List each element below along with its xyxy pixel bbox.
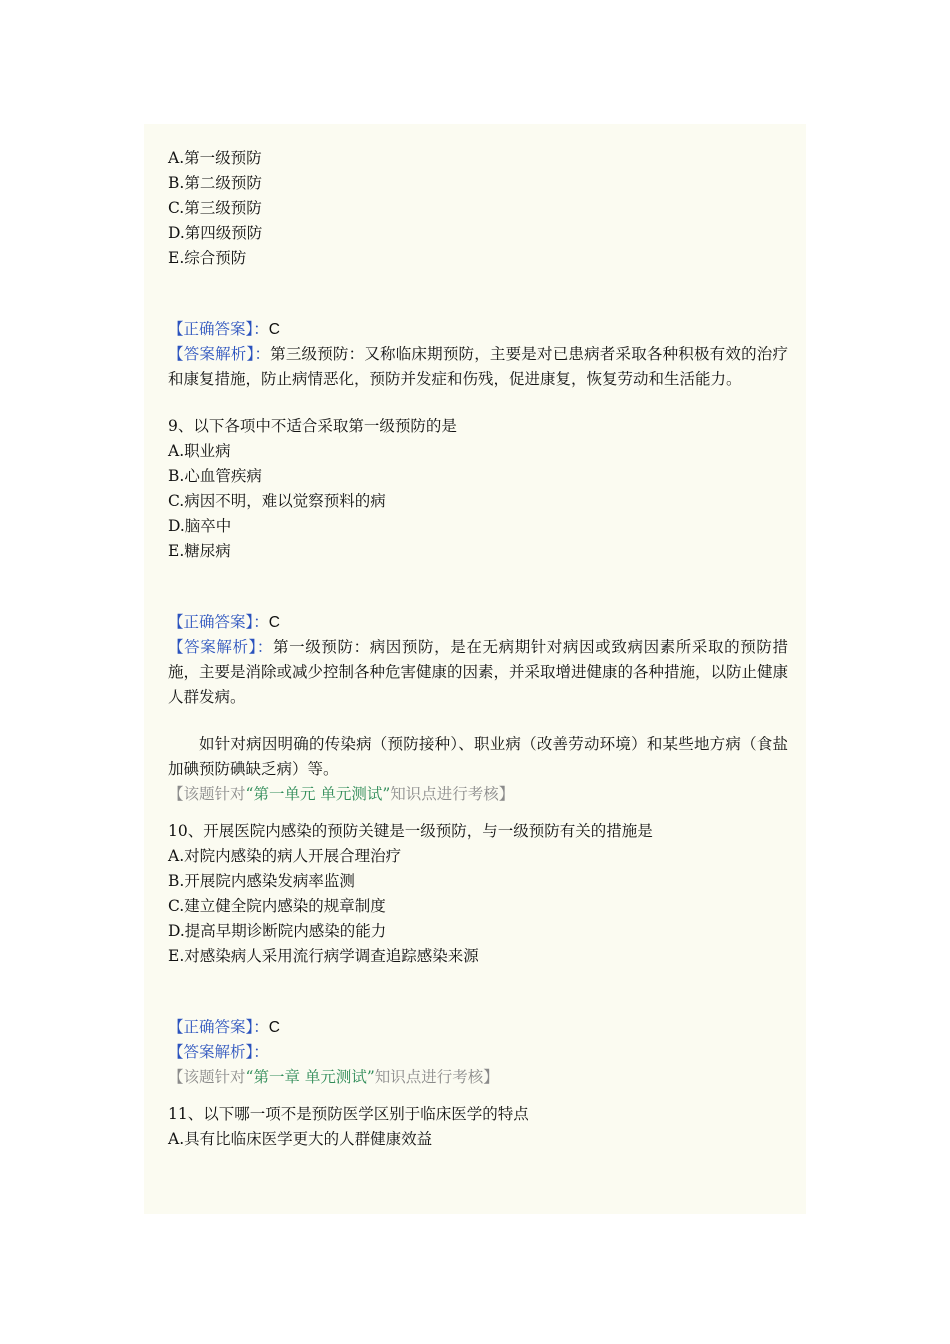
q10-title: 10、开展医院内感染的预防关键是一级预防，与一级预防有关的措施是 bbox=[168, 822, 653, 840]
option: B.第二级预防 bbox=[168, 174, 262, 192]
option: C.第三级预防 bbox=[168, 199, 262, 217]
q8-options bbox=[168, 146, 788, 271]
content-area bbox=[168, 146, 788, 1152]
analysis-text: 第三级预防：又称临床期预防，主要是对已患病者采取各种积极有效的治疗和康复措施，防止病情恶化，预防并发症和伤残，促进康复，恢复劳动和生活能力。 bbox=[168, 345, 788, 388]
answer-label: 【正确答案】： bbox=[168, 613, 269, 631]
q9-extra-text: 如针对病因明确的传染病（预防接种）、职业病（改善劳动环境）和某些地方病（食盐加碘预防碘缺乏病）等。 bbox=[168, 735, 788, 778]
analysis-label: 【答案解析】： bbox=[168, 345, 271, 363]
answer-label: 【正确答案】： bbox=[168, 1018, 269, 1036]
answer-value: C bbox=[268, 1019, 280, 1036]
option: A.职业病 bbox=[168, 442, 231, 460]
q10-analysis bbox=[168, 1040, 788, 1065]
q11-options bbox=[168, 1127, 788, 1152]
option: B.开展院内感染发病率监测 bbox=[168, 872, 355, 890]
q11-title: 11、以下哪一项不是预防医学区别于临床医学的特点 bbox=[168, 1105, 529, 1123]
option: E.对感染病人采用流行病学调查追踪感染来源 bbox=[168, 947, 479, 965]
option: E.糖尿病 bbox=[168, 542, 231, 560]
q8-answer bbox=[168, 317, 788, 342]
q10-answer bbox=[168, 1015, 788, 1040]
note-topic: “第一章 单元测试” bbox=[245, 1068, 375, 1086]
note-prefix: 【该题针对 bbox=[168, 785, 246, 803]
note-suffix: 知识点进行考核】 bbox=[390, 785, 515, 803]
q9-analysis bbox=[168, 635, 788, 710]
option: B.心血管疾病 bbox=[168, 467, 262, 485]
analysis-text: 第一级预防：病因预防，是在无病期针对病因或致病因素所采取的预防措施，主要是消除或减少控制各种危害健康的因素，并采取增进健康的各种措施，以防止健康人群发病。 bbox=[168, 638, 789, 706]
q9-options bbox=[168, 439, 788, 564]
answer-label: 【正确答案】： bbox=[168, 320, 269, 338]
analysis-label: 【答案解析】： bbox=[168, 638, 274, 656]
note-prefix: 【该题针对 bbox=[168, 1068, 246, 1086]
q9-topic-note bbox=[168, 782, 788, 807]
answer-value: C bbox=[268, 614, 280, 631]
option: D.提高早期诊断院内感染的能力 bbox=[168, 922, 387, 940]
analysis-label: 【答案解析】： bbox=[168, 1043, 269, 1061]
q10-topic-note bbox=[168, 1065, 788, 1090]
option: A.具有比临床医学更大的人群健康效益 bbox=[168, 1130, 433, 1148]
option: A.对院内感染的病人开展合理治疗 bbox=[168, 847, 402, 865]
option: C.建立健全院内感染的规章制度 bbox=[168, 897, 386, 915]
q9-title: 9、以下各项中不适合采取第一级预防的是 bbox=[168, 417, 457, 435]
option: C.病因不明，难以觉察预料的病 bbox=[168, 492, 386, 510]
option: D.第四级预防 bbox=[168, 224, 263, 242]
note-topic: “第一单元 单元测试” bbox=[245, 785, 391, 803]
option: D.脑卒中 bbox=[168, 517, 232, 535]
answer-value: C bbox=[268, 321, 280, 338]
q9-answer bbox=[168, 610, 788, 635]
q10-options bbox=[168, 844, 788, 969]
option: E.综合预防 bbox=[168, 249, 247, 267]
note-suffix: 知识点进行考核】 bbox=[374, 1068, 499, 1086]
option: A.第一级预防 bbox=[168, 149, 262, 167]
q8-analysis bbox=[168, 342, 788, 392]
